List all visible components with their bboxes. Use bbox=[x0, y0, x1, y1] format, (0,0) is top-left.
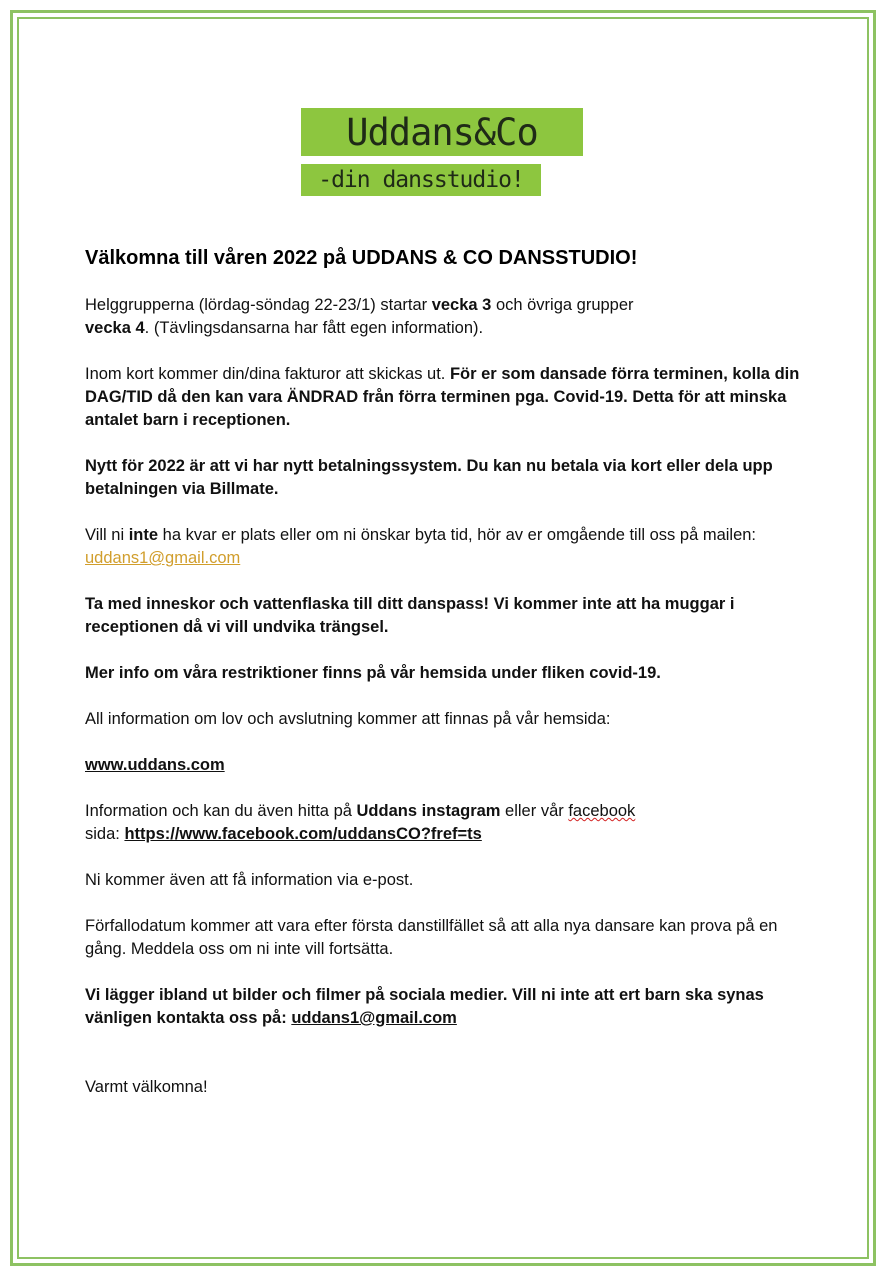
invoice-notice-bold: För er som dansade förra terminen, kolla din DAG/TID då den kan vara ÄNDRAD från förra terminen pga. Covid-19. Detta för att minska antalet barn i receptionen. bbox=[85, 365, 800, 429]
page-heading: Välkomna till våren 2022 på UDDANS & CO DANSSTUDIO! bbox=[85, 247, 638, 269]
inte-bold: inte bbox=[128, 526, 159, 544]
text: ha kvar er plats eller om ni önskar byta tid, hör av er omgående till oss på mailen: bbox=[158, 526, 757, 544]
closing-text: Varmt välkomna! bbox=[85, 1078, 208, 1096]
facebook-link[interactable]: https://www.facebook.com/uddansCO?fref=ts bbox=[124, 825, 482, 843]
restrictions-notice-bold: Mer info om våra restriktioner finns på vår hemsida under fliken covid-19. bbox=[85, 664, 661, 682]
text: Information och kan du även hitta på bbox=[85, 802, 357, 820]
paragraph-holidays bbox=[85, 708, 815, 731]
instagram-bold: Uddans instagram bbox=[356, 802, 501, 820]
logo-title: Uddans&Co bbox=[301, 108, 583, 156]
text: Vill ni bbox=[85, 526, 129, 544]
document-body bbox=[85, 294, 815, 1122]
payment-notice-bold: Nytt för 2022 är att vi har nytt betalningssystem. Du kan nu betala via kort eller dela upp betalningen via Billmate. bbox=[85, 457, 773, 498]
text: sida: bbox=[85, 825, 125, 843]
week-3-bold: vecka 3 bbox=[431, 296, 492, 314]
text: Helggrupperna (lördag-söndag 22-23/1) startar bbox=[85, 296, 432, 314]
text: All information om lov och avslutning kommer att finnas på vår hemsida: bbox=[85, 710, 611, 728]
contact-email-link[interactable]: uddans1@gmail.com bbox=[291, 1009, 457, 1027]
week-4-bold: vecka 4 bbox=[85, 319, 145, 337]
website-link[interactable]: www.uddans.com bbox=[85, 756, 225, 774]
paragraph-photos bbox=[85, 984, 815, 1030]
facebook-word: facebook bbox=[568, 802, 636, 820]
paragraph-invoices bbox=[85, 363, 815, 432]
paragraph-website bbox=[85, 754, 815, 777]
logo-tagline: -din dansstudio! bbox=[301, 164, 541, 196]
paragraph-start-dates bbox=[85, 294, 815, 340]
photos-notice-bold: Vi lägger ibland ut bilder och filmer på sociala medier. Vill ni inte att ert barn ska synas vänligen kontakta oss på: bbox=[85, 986, 764, 1027]
paragraph-shoes-bottle bbox=[85, 593, 815, 639]
paragraph-payment-system bbox=[85, 455, 815, 501]
text: Inom kort kommer din/dina fakturor att skickas ut. bbox=[85, 365, 450, 383]
paragraph-restrictions bbox=[85, 662, 815, 685]
paragraph-welcome bbox=[85, 1076, 815, 1099]
paragraph-cancel bbox=[85, 524, 815, 570]
paragraph-email-info bbox=[85, 869, 815, 892]
email-link[interactable]: uddans1@gmail.com bbox=[85, 549, 241, 567]
text: och övriga grupper bbox=[491, 296, 634, 314]
paragraph-social bbox=[85, 800, 815, 846]
text: Förfallodatum kommer att vara efter första danstillfället så att alla nya dansare kan prova på en gång. Meddela oss om ni inte vill fortsätta. bbox=[85, 917, 778, 958]
paragraph-due-date bbox=[85, 915, 815, 961]
text: . (Tävlingsdansarna har fått egen information). bbox=[144, 319, 484, 337]
text: Ni kommer även att få information via e-post. bbox=[85, 871, 414, 889]
text: eller vår bbox=[500, 802, 569, 820]
shoes-notice-bold: Ta med inneskor och vattenflaska till ditt danspass! Vi kommer inte att ha muggar i receptionen då vi vill undvika trängsel. bbox=[85, 595, 735, 636]
